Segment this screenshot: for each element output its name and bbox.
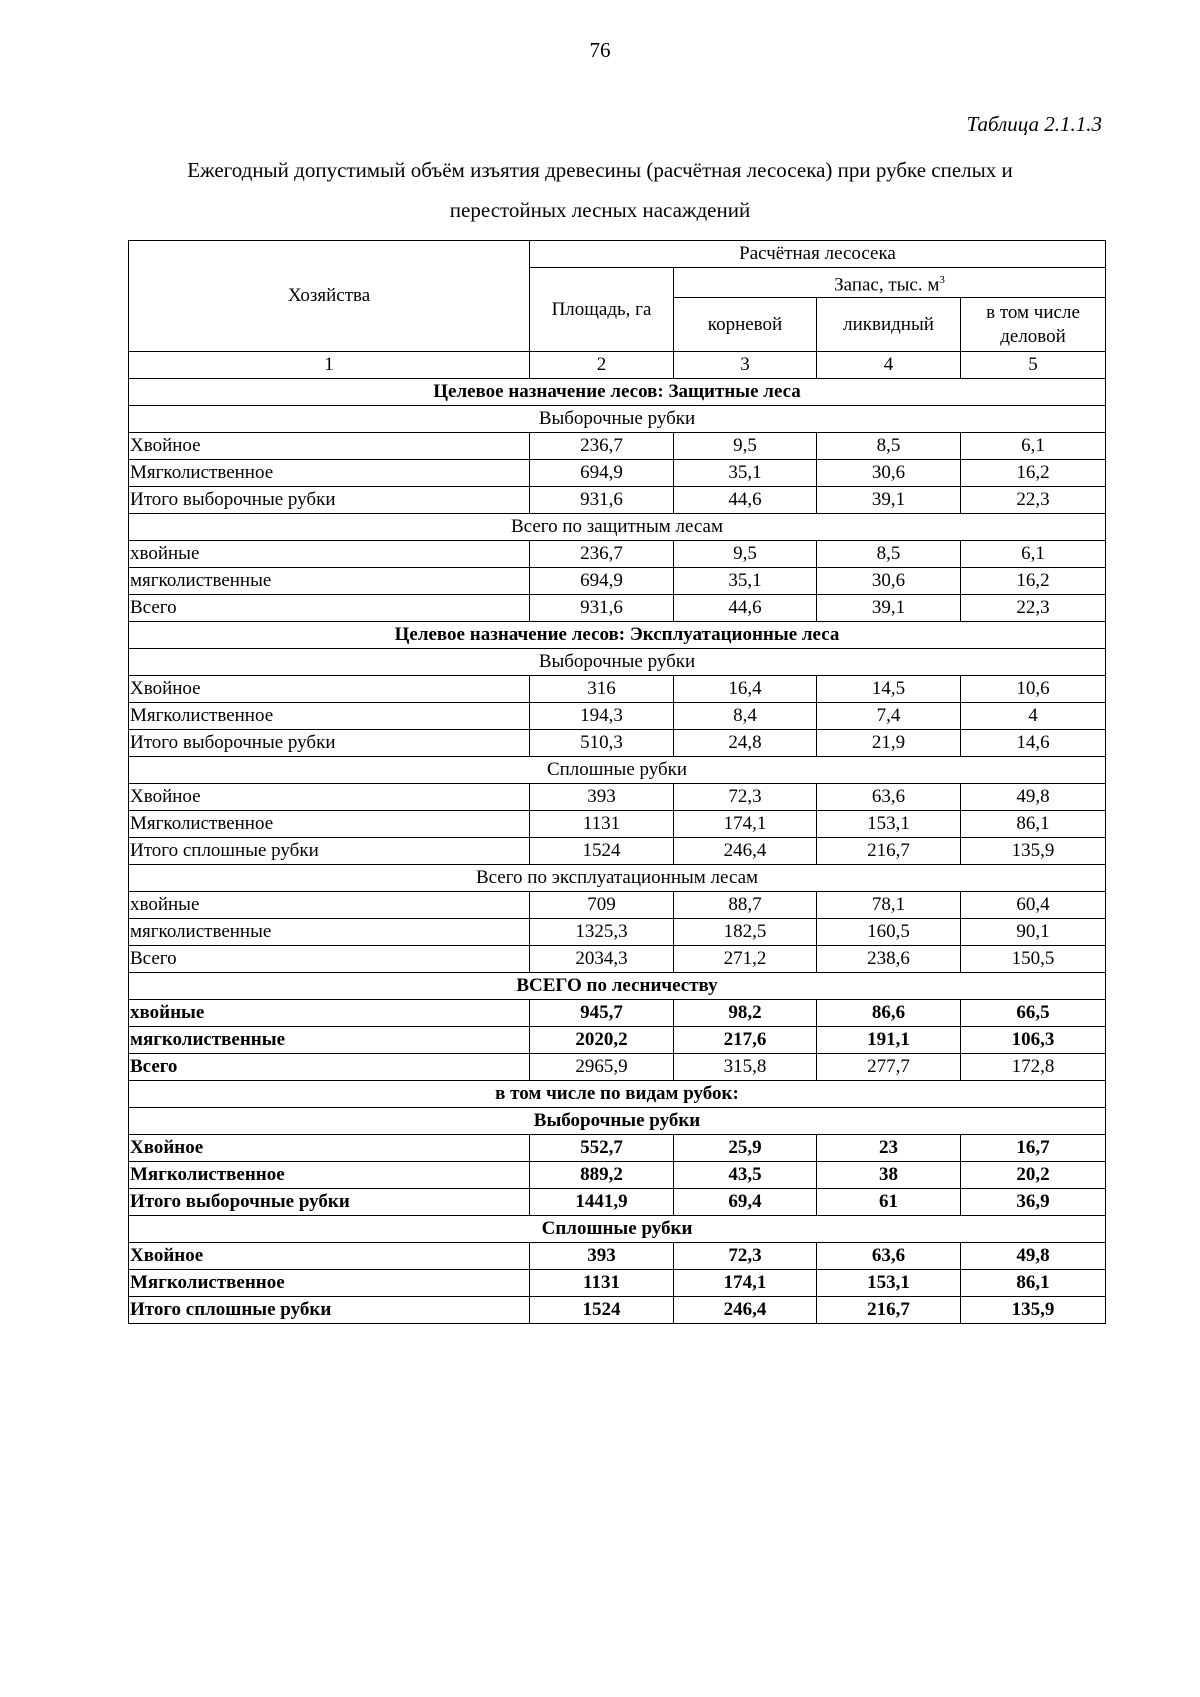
value-cell: 20,2: [961, 1162, 1106, 1189]
value-cell: 2034,3: [530, 946, 674, 973]
section-heading: Целевое назначение лесов: Эксплуатационные леса: [129, 622, 1106, 649]
value-cell: 21,9: [817, 730, 961, 757]
value-cell: 30,6: [817, 568, 961, 595]
value-cell: 552,7: [530, 1135, 674, 1162]
subsection-heading-row: [129, 649, 1106, 676]
value-cell: 9,5: [674, 433, 817, 460]
value-cell: 60,4: [961, 892, 1106, 919]
row-label-cell: Всего: [129, 595, 530, 622]
table-row: [129, 1054, 1106, 1081]
table-row: [129, 487, 1106, 514]
table-body: [129, 379, 1106, 1324]
value-cell: 172,8: [961, 1054, 1106, 1081]
value-cell: 6,1: [961, 433, 1106, 460]
value-cell: 931,6: [530, 595, 674, 622]
value-cell: 63,6: [817, 1243, 961, 1270]
value-cell: 39,1: [817, 487, 961, 514]
value-cell: 49,8: [961, 784, 1106, 811]
value-cell: 236,7: [530, 541, 674, 568]
value-cell: 30,6: [817, 460, 961, 487]
value-cell: 393: [530, 1243, 674, 1270]
header-stock-label: Запас, тыс. м: [834, 274, 940, 296]
value-cell: 316: [530, 676, 674, 703]
section-heading-row: [129, 379, 1106, 406]
row-label-cell: Мягколиственное: [129, 811, 530, 838]
value-cell: 16,2: [961, 568, 1106, 595]
header-business-line-1: в том числе: [986, 301, 1080, 323]
value-cell: 22,3: [961, 487, 1106, 514]
value-cell: 246,4: [674, 838, 817, 865]
value-cell: 135,9: [961, 1297, 1106, 1324]
subsection-heading-row: [129, 1108, 1106, 1135]
value-cell: 98,2: [674, 1000, 817, 1027]
table-row: [129, 730, 1106, 757]
row-label-cell: хвойные: [129, 1000, 530, 1027]
page-number: 76: [589, 38, 611, 62]
value-cell: 72,3: [674, 784, 817, 811]
subsection-heading: Выборочные рубки: [129, 1108, 1106, 1135]
value-cell: 86,1: [961, 1270, 1106, 1297]
row-label-cell: Мягколиственное: [129, 703, 530, 730]
header-area: Площадь, га: [530, 268, 674, 352]
value-cell: 49,8: [961, 1243, 1106, 1270]
value-cell: 393: [530, 784, 674, 811]
table-row: [129, 784, 1106, 811]
section-heading: Целевое назначение лесов: Защитные леса: [129, 379, 1106, 406]
table-row: [129, 1270, 1106, 1297]
value-cell: 8,4: [674, 703, 817, 730]
value-cell: 106,3: [961, 1027, 1106, 1054]
value-cell: 217,6: [674, 1027, 817, 1054]
row-label-cell: хвойные: [129, 892, 530, 919]
value-cell: 709: [530, 892, 674, 919]
value-cell: 135,9: [961, 838, 1106, 865]
value-cell: 14,6: [961, 730, 1106, 757]
row-label-cell: Мягколиственное: [129, 460, 530, 487]
subsection-heading: Выборочные рубки: [129, 649, 1106, 676]
table-row: [129, 919, 1106, 946]
subsection-heading: Сплошные рубки: [129, 1216, 1106, 1243]
value-cell: 1325,3: [530, 919, 674, 946]
value-cell: 23: [817, 1135, 961, 1162]
row-label-cell: Хвойное: [129, 676, 530, 703]
value-cell: 238,6: [817, 946, 961, 973]
value-cell: 271,2: [674, 946, 817, 973]
subsection-heading-row: [129, 1216, 1106, 1243]
value-cell: 35,1: [674, 460, 817, 487]
value-cell: 16,7: [961, 1135, 1106, 1162]
table-label: Таблица 2.1.1.3: [966, 112, 1102, 136]
value-cell: 2965,9: [530, 1054, 674, 1081]
row-label-cell: мягколиственные: [129, 1027, 530, 1054]
row-label-cell: Хвойное: [129, 784, 530, 811]
value-cell: 22,3: [961, 595, 1106, 622]
value-cell: 44,6: [674, 487, 817, 514]
row-label-cell: Мягколиственное: [129, 1162, 530, 1189]
table-row: [129, 838, 1106, 865]
table-row: [129, 1243, 1106, 1270]
value-cell: 61: [817, 1189, 961, 1216]
value-cell: 24,8: [674, 730, 817, 757]
value-cell: 44,6: [674, 595, 817, 622]
subsection-heading: Всего по защитным лесам: [129, 514, 1106, 541]
col-number: 3: [674, 352, 817, 379]
value-cell: 6,1: [961, 541, 1106, 568]
row-label-cell: мягколиственные: [129, 568, 530, 595]
value-cell: 150,5: [961, 946, 1106, 973]
header-business-line-2: деловой: [1000, 325, 1066, 347]
table-row: [129, 703, 1106, 730]
value-cell: 25,9: [674, 1135, 817, 1162]
value-cell: 246,4: [674, 1297, 817, 1324]
section-heading: ВСЕГО по лесничеству: [129, 973, 1106, 1000]
value-cell: 35,1: [674, 568, 817, 595]
value-cell: 153,1: [817, 811, 961, 838]
table-row: [129, 1189, 1106, 1216]
value-cell: 931,6: [530, 487, 674, 514]
row-label-cell: мягколиственные: [129, 919, 530, 946]
value-cell: 9,5: [674, 541, 817, 568]
header-business: [961, 298, 1106, 352]
subsection-heading: Выборочные рубки: [129, 406, 1106, 433]
value-cell: 160,5: [817, 919, 961, 946]
value-cell: 66,5: [961, 1000, 1106, 1027]
section-heading-row: [129, 973, 1106, 1000]
value-cell: 216,7: [817, 838, 961, 865]
table-row: [129, 1162, 1106, 1189]
table-row: [129, 433, 1106, 460]
value-cell: 8,5: [817, 541, 961, 568]
value-cell: 889,2: [530, 1162, 674, 1189]
col-number: 4: [817, 352, 961, 379]
value-cell: 510,3: [530, 730, 674, 757]
subsection-heading-row: [129, 865, 1106, 892]
table-row: [129, 541, 1106, 568]
value-cell: 174,1: [674, 1270, 817, 1297]
section-heading-row: [129, 622, 1106, 649]
row-label-cell: Всего: [129, 1054, 530, 1081]
value-cell: 1131: [530, 811, 674, 838]
value-cell: 10,6: [961, 676, 1106, 703]
value-cell: 1524: [530, 838, 674, 865]
value-cell: 4: [961, 703, 1106, 730]
value-cell: 88,7: [674, 892, 817, 919]
cutting-area-table: [128, 240, 1106, 1324]
value-cell: 182,5: [674, 919, 817, 946]
subsection-heading-row: [129, 757, 1106, 784]
subsection-heading-row: [129, 514, 1106, 541]
value-cell: 72,3: [674, 1243, 817, 1270]
table-row: [129, 595, 1106, 622]
value-cell: 7,4: [817, 703, 961, 730]
value-cell: 36,9: [961, 1189, 1106, 1216]
table-row: [129, 811, 1106, 838]
value-cell: 86,6: [817, 1000, 961, 1027]
col-number: 5: [961, 352, 1106, 379]
header-stock-sup: 3: [939, 274, 945, 286]
row-label-cell: Итого сплошные рубки: [129, 1297, 530, 1324]
value-cell: 39,1: [817, 595, 961, 622]
header-stock: [674, 268, 1106, 298]
value-cell: 1131: [530, 1270, 674, 1297]
value-cell: 315,8: [674, 1054, 817, 1081]
value-cell: 78,1: [817, 892, 961, 919]
value-cell: 86,1: [961, 811, 1106, 838]
table-row: [129, 568, 1106, 595]
subsection-heading: Всего по эксплуатационным лесам: [129, 865, 1106, 892]
value-cell: 63,6: [817, 784, 961, 811]
value-cell: 14,5: [817, 676, 961, 703]
value-cell: 1524: [530, 1297, 674, 1324]
value-cell: 43,5: [674, 1162, 817, 1189]
header-farms: Хозяйства: [129, 241, 530, 352]
section-heading-row: [129, 1081, 1106, 1108]
table-row: [129, 946, 1106, 973]
value-cell: 8,5: [817, 433, 961, 460]
table-row: [129, 676, 1106, 703]
value-cell: 69,4: [674, 1189, 817, 1216]
title-line-1: Ежегодный допустимый объём изъятия древесины (расчётная лесосека) при рубке спелых и: [187, 158, 1013, 182]
value-cell: 216,7: [817, 1297, 961, 1324]
subsection-heading-row: [129, 406, 1106, 433]
col-number: 1: [129, 352, 530, 379]
value-cell: 174,1: [674, 811, 817, 838]
col-number: 2: [530, 352, 674, 379]
row-label-cell: Хвойное: [129, 433, 530, 460]
value-cell: 38: [817, 1162, 961, 1189]
value-cell: 236,7: [530, 433, 674, 460]
row-label-cell: Всего: [129, 946, 530, 973]
header-calc: Расчётная лесосека: [530, 241, 1106, 268]
value-cell: 194,3: [530, 703, 674, 730]
subsection-heading: Сплошные рубки: [129, 757, 1106, 784]
value-cell: 153,1: [817, 1270, 961, 1297]
title-line-2: перестойных лесных насаждений: [449, 198, 751, 222]
table-row: [129, 1135, 1106, 1162]
value-cell: 694,9: [530, 568, 674, 595]
table-header: [129, 241, 1106, 379]
value-cell: 16,2: [961, 460, 1106, 487]
header-root: корневой: [674, 298, 817, 352]
value-cell: 1441,9: [530, 1189, 674, 1216]
row-label-cell: Итого выборочные рубки: [129, 730, 530, 757]
row-label-cell: хвойные: [129, 541, 530, 568]
value-cell: 2020,2: [530, 1027, 674, 1054]
table-row: [129, 1297, 1106, 1324]
row-label-cell: Итого выборочные рубки: [129, 1189, 530, 1216]
table-row: [129, 460, 1106, 487]
value-cell: 90,1: [961, 919, 1106, 946]
value-cell: 191,1: [817, 1027, 961, 1054]
row-label-cell: Итого сплошные рубки: [129, 838, 530, 865]
row-label-cell: Итого выборочные рубки: [129, 487, 530, 514]
value-cell: 16,4: [674, 676, 817, 703]
value-cell: 945,7: [530, 1000, 674, 1027]
section-heading: в том числе по видам рубок:: [129, 1081, 1106, 1108]
header-liquid: ликвидный: [817, 298, 961, 352]
table-row: [129, 892, 1106, 919]
table-row: [129, 1000, 1106, 1027]
row-label-cell: Хвойное: [129, 1243, 530, 1270]
table-title: [100, 150, 1100, 230]
table-row: [129, 1027, 1106, 1054]
value-cell: 694,9: [530, 460, 674, 487]
row-label-cell: Мягколиственное: [129, 1270, 530, 1297]
value-cell: 277,7: [817, 1054, 961, 1081]
row-label-cell: Хвойное: [129, 1135, 530, 1162]
